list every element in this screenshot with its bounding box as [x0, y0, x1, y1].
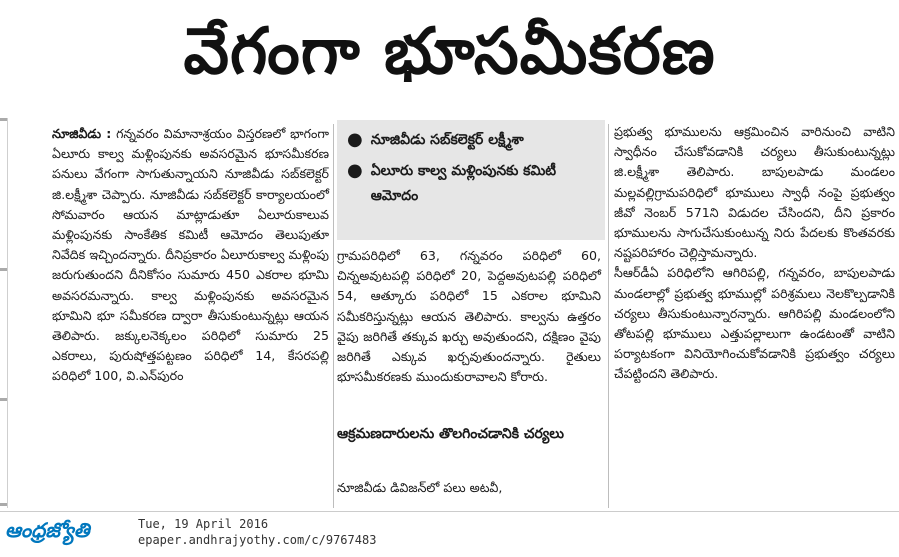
- highlight-box: [337, 120, 605, 240]
- publication-date: Tue, 19 April 2016: [138, 517, 269, 531]
- bullet-icon: ●: [347, 160, 363, 181]
- column1-text: గన్నవరం విమానాశ్రయం విస్తరణలో భాగంగా ఏలూరు కాల్వ మళ్లింపునకు అవసరమైన భూసమీకరణ పనులు వేగంగా సాగుతున్నాయని నూజివీడు సబ్‌కలెక్టర్ జి.లక్ష్మీశా చెప్పారు. నూజివీడు సబ్‌కలెక్టర్ కార్యాలయంలో సోమవారం ఆయన మాట్లాడుతూ ఏలూరుకాలువ మళ్లింపునకు సాంకేతిక కమిటీ ఆమోదం తెలుపుతూ నివేదిక ఇచ్చిందన్నారు. దీనిప్రకారం ఏలూరుకాల్వ మళ్లింపు జరుగుతుందని దీనికోసం సుమారు 450 ఎకరాల భూమి అవసరమన్నారు. కాల్వ మళ్లింపునకు అవసరమైన భూమిని భూ సమీకరణ ద్వారా తీసుకుంటున్నట్లు ఆయన తెలిపారు. జక్కులనెక్కలం పరిధిలో సుమారు 25 ఎకరాలు, పురుషోత్తపట్టణం పరిధిలో 14, కేసరపల్లి పరిధిలో 100, వి.ఎన్‌పురం: [52, 126, 329, 384]
- highlight-item: [347, 128, 595, 153]
- article-body-2b: నూజివీడు డివిజన్‌లో పలు అటవీ,: [337, 480, 503, 495]
- highlight-text: నూజివీడు సబ్‌కలెక్టర్ లక్ష్మీశా: [370, 132, 524, 148]
- dateline: నూజివీడు :: [52, 126, 112, 141]
- highlight-text: ఏలూరు కాల్వ మళ్లింపునకు కమిటీ ఆమోదం: [370, 163, 557, 204]
- footer-divider: [0, 511, 899, 512]
- column-divider: [333, 124, 334, 508]
- article-column-3: [614, 122, 895, 385]
- article-body-1: [52, 124, 329, 387]
- page-edge-marks: [0, 118, 8, 508]
- article-body-3a: ప్రభుత్వ భూములను ఆక్రమించిన వారినుంచి వాటిని స్వాధీనం చేసుకోవడానికి చర్యలు తీసుకుంటున్నట్లు జి.లక్ష్మీశా తెలిపారు. బాపులపాడు మండలం మల్లవల్లిగ్రామపరిధిలో భూములు స్వాధీ నంపై ప్రభుత్వం జీవో నెంబర్ 571ని విడుదల చేసిందని, దీని ప్రకారం భూములను సాగుచేసుకుంటున్న నిరు పేదలకు కొంతవరకు నష్టపరిహారం చెల్లిస్తామన్నారు.: [614, 124, 895, 261]
- publisher-logo: ఆంధ్రజ్యోతి: [5, 518, 90, 542]
- headline: వేగంగా భూసమీకరణ: [183, 14, 716, 89]
- highlight-item: [347, 159, 595, 209]
- article-body-2: గ్రామపరిధిలో 63, గన్నవరం పరిధిలో 60, చిన్నఅవుటపల్లి పరిధిలో 20, పెద్దఅవుటపల్లి పరిధిలో 54, ఆత్కూరు పరిధిలో 15 ఎకరాల భూమిని సమీకరిస్తున్నట్లు ఆయన తెలిపారు. కాల్వను ఉత్తరం వైపు జరిగితే తక్కువ ఖర్చు అవుతుందని, దక్షిణం వైపు జరిగితే ఎక్కువ ఖర్చవుతుందన్నారు. రైతులు భూసమీకరణకు ముందుకురావాలని కోరారు.: [337, 248, 601, 385]
- column-divider: [608, 124, 609, 508]
- subheading: ఆక్రమణదారులను తొలగించడానికి చర్యలు: [337, 426, 565, 442]
- epaper-link[interactable]: epaper.andhrajyothy.com/c/9767483: [138, 532, 377, 547]
- article-column-2-continued: [337, 478, 601, 498]
- footer-info: [138, 517, 376, 548]
- article-column-1: [52, 124, 329, 387]
- bullet-icon: ●: [347, 129, 363, 150]
- article-column-2: [337, 246, 601, 387]
- article-body-3b: సీఆర్‌డీఏ పరిధిలోని ఆగిరిపల్లి, గన్నవరం, బాపులపాడు మండలాల్లో ప్రభుత్వ భూముల్లో పరిశ్రమలు నెలకొల్పడానికి చర్యలు తీసుకుంటున్నారన్నారు. ఆగిరిపల్లి మండలంలోని తోటపల్లి భూములు ఎత్తుపల్లాలుగా ఉండటంతో వాటిని పర్యాటకంగా వినియోగించుకోవడానికి ప్రభుత్వం చర్యలు చేపట్టిందని తెలిపారు.: [614, 265, 895, 382]
